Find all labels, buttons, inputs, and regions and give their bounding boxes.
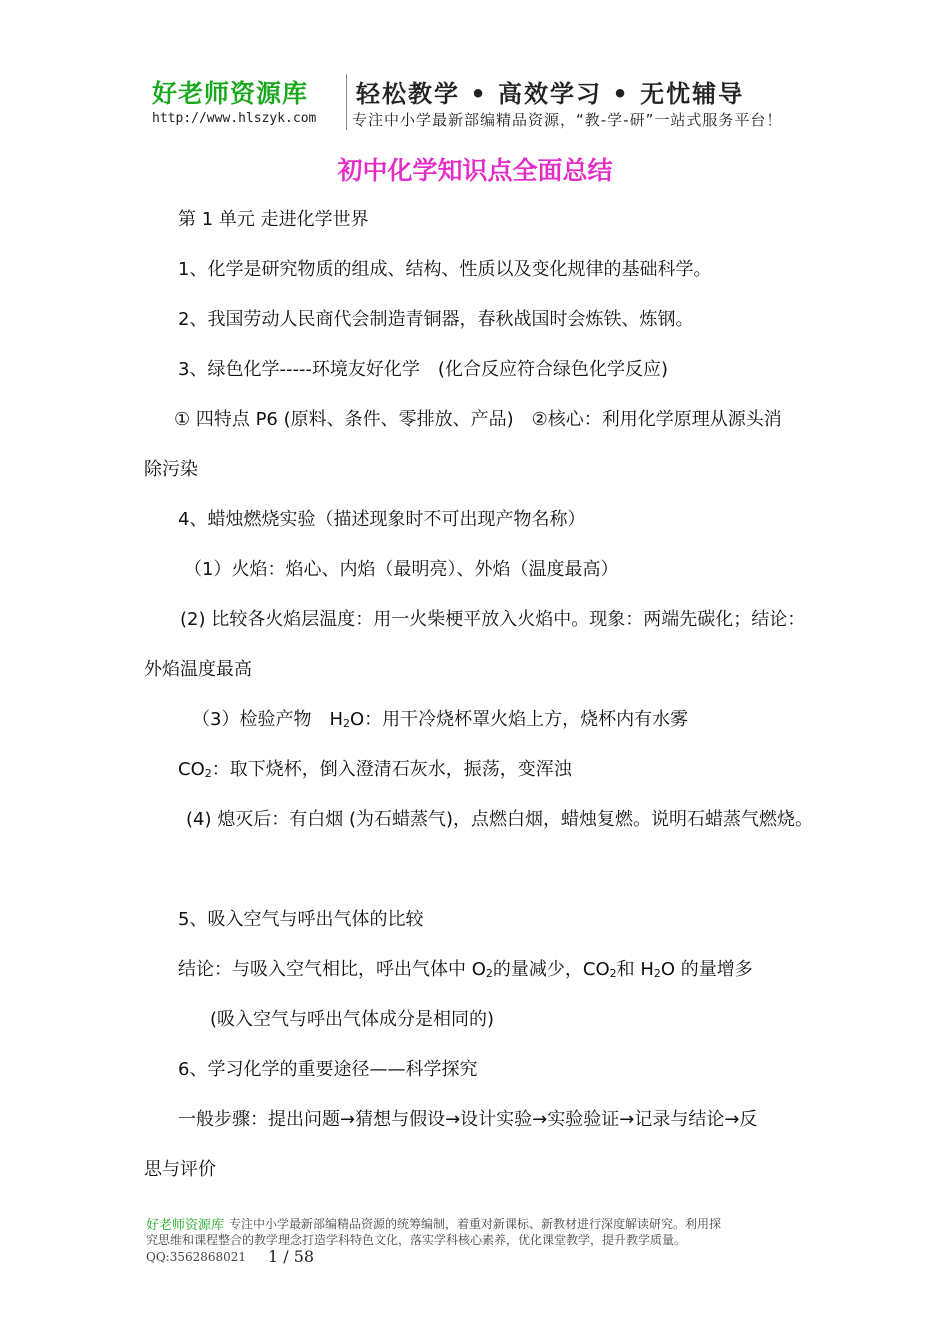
subscript: 2 — [609, 967, 617, 980]
footer-description-line-1: 专注中小学最新部编精品资源的统筹编制，着重对新课标、新教材进行深度解读研究。利用探 — [229, 1217, 722, 1231]
paragraph-15-line-1: 一般步骤：提出问题→猜想与假设→设计实验→实验验证→记录与结论→反 — [178, 1109, 758, 1130]
paragraph-3: 3、绿色化学-----环境友好化学 (化合反应符合绿色化学反应) — [178, 359, 668, 380]
text-segment: O：用干冷烧杯罩火焰上方，烧杯内有水雾 — [350, 709, 689, 730]
unit-heading: 第 1 单元 走进化学世界 — [178, 209, 369, 230]
text-segment: 的量减少，CO — [492, 959, 610, 980]
footer-qq: QQ:3562868021 — [146, 1250, 247, 1264]
paragraph-13: (吸入空气与呼出气体成分是相同的) — [210, 1009, 495, 1030]
text-segment: O 的量增多 — [660, 959, 753, 980]
paragraph-10: (4) 熄灭后：有白烟 (为石蜡蒸气)，点燃白烟，蜡烛复燃。说明石蜡蒸气燃烧。 — [186, 809, 813, 830]
text-segment: CO — [178, 759, 205, 780]
paragraph-2: 2、我国劳动人民商代会制造青铜器，春秋战国时会炼铁、炼钢。 — [178, 309, 694, 330]
header-divider — [346, 74, 347, 130]
header-tagline: 专注中小学最新部编精品资源，“教-学-研”一站式服务平台！ — [352, 111, 783, 129]
paragraph-11: 5、吸入空气与呼出气体的比较 — [178, 909, 424, 930]
footer-brand: 好老师资源库 — [146, 1218, 225, 1233]
text-segment: （3）检验产物 H — [192, 709, 343, 730]
paragraph-5: 4、蜡烛燃烧实验（描述现象时不可出现产物名称） — [178, 509, 586, 530]
header-slogan: 轻松教学 • 高效学习 • 无忧辅导 — [356, 80, 745, 108]
paragraph-4-line-2: 除污染 — [144, 459, 198, 480]
paragraph-4-line-1: ① 四特点 P6 (原料、条件、零排放、产品) ②核心：利用化学原理从源头消 — [174, 409, 782, 430]
subscript: 2 — [653, 967, 661, 980]
paragraph-7-line-2: 外焰温度最高 — [144, 659, 252, 680]
header-url[interactable]: http://www.hlszyk.com — [152, 111, 317, 126]
paragraph-15-line-2: 思与评价 — [144, 1159, 216, 1180]
brand-logo-text: 好老师资源库 — [152, 79, 309, 108]
paragraph-12 — [178, 955, 753, 981]
page-number: 1 / 58 — [268, 1247, 315, 1266]
footer-description-line-2: 究思维和课程整合的教学理念打造学科特色文化，落实学科核心素养，优化课堂教学，提升教学质量。 — [146, 1233, 687, 1247]
paragraph-6: （1）火焰：焰心、内焰（最明亮）、外焰（温度最高） — [184, 559, 619, 580]
paragraph-14: 6、学习化学的重要途径——科学探究 — [178, 1059, 478, 1080]
subscript: 2 — [485, 967, 493, 980]
paragraph-7-line-1: (2) 比较各火焰层温度：用一火柴梗平放入火焰中。现象：两端先碳化；结论： — [180, 609, 806, 630]
text-segment: 和 H — [616, 959, 654, 980]
paragraph-8 — [192, 705, 688, 731]
document-title: 初中化学知识点全面总结 — [337, 156, 613, 185]
paragraph-1: 1、化学是研究物质的组成、结构、性质以及变化规律的基础科学。 — [178, 259, 712, 280]
subscript: 2 — [343, 717, 350, 730]
text-segment: ：取下烧杯，倒入澄清石灰水，振荡，变浑浊 — [211, 759, 572, 780]
text-segment: 结论：与吸入空气相比，呼出气体中 O — [178, 959, 486, 980]
subscript: 2 — [204, 767, 212, 780]
paragraph-9 — [178, 755, 572, 781]
